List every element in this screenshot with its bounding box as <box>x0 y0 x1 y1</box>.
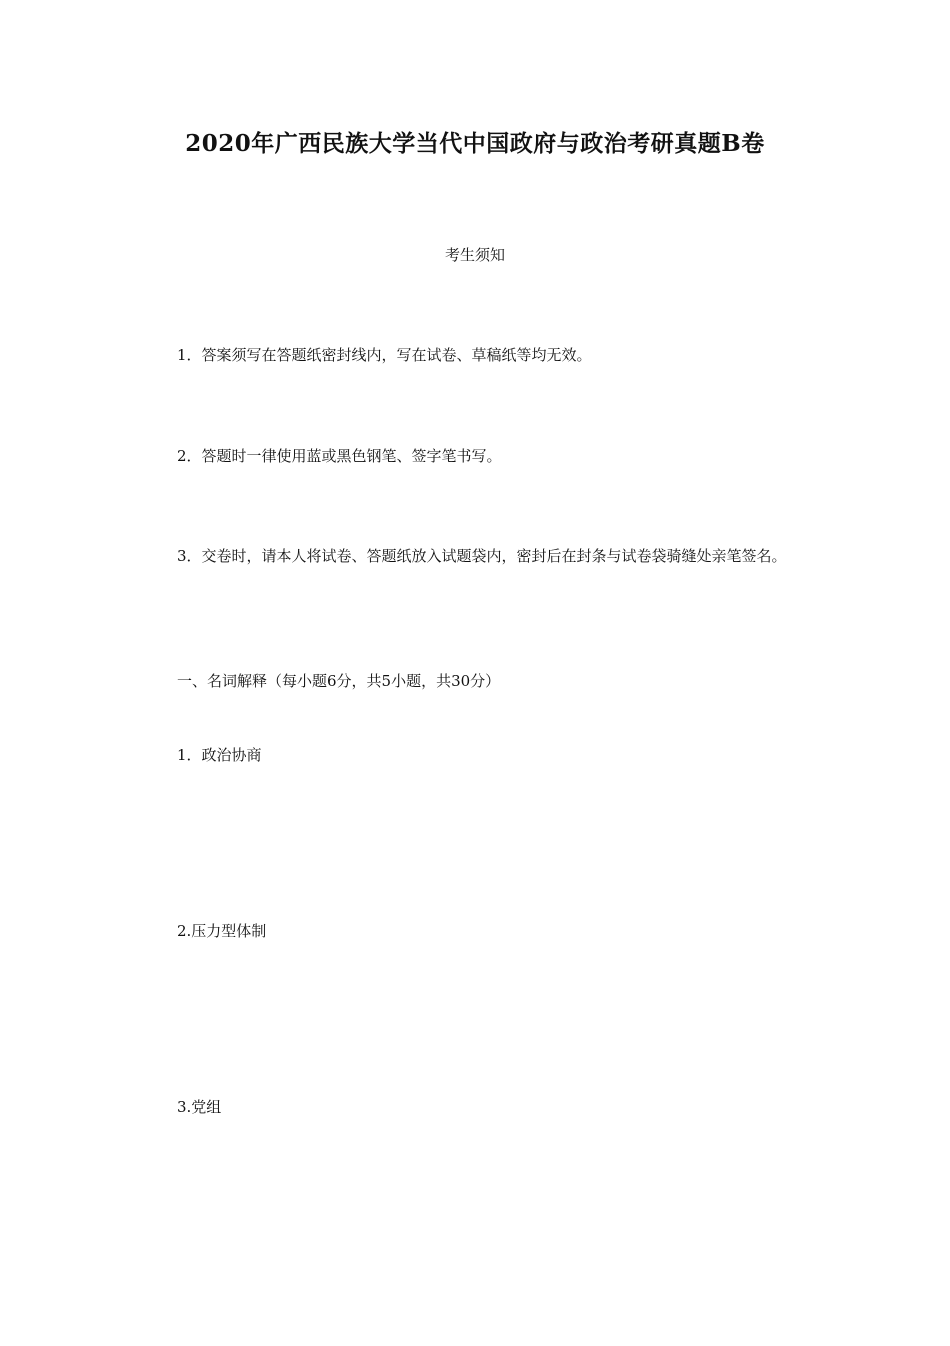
question-2: 2.压力型体制 <box>177 922 267 940</box>
exam-title: 2020年广西民族大学当代中国政府与政治考研真题B卷 <box>185 130 765 157</box>
question-3: 3.党组 <box>177 1098 222 1116</box>
instruction-2: 2．答题时一律使用蓝或黑色钢笔、签字笔书写。 <box>177 447 502 465</box>
notice-heading: 考生须知 <box>444 246 505 264</box>
instruction-3: 3．交卷时，请本人将试卷、答题纸放入试题袋内，密封后在封条与试卷袋骑缝处亲笔签名。 <box>177 547 787 565</box>
instruction-1: 1．答案须写在答题纸密封线内，写在试卷、草稿纸等均无效。 <box>177 346 592 364</box>
section-one-heading: 一、名词解释（每小题6分，共5小题，共30分） <box>177 672 501 690</box>
question-1: 1．政治协商 <box>177 746 262 764</box>
